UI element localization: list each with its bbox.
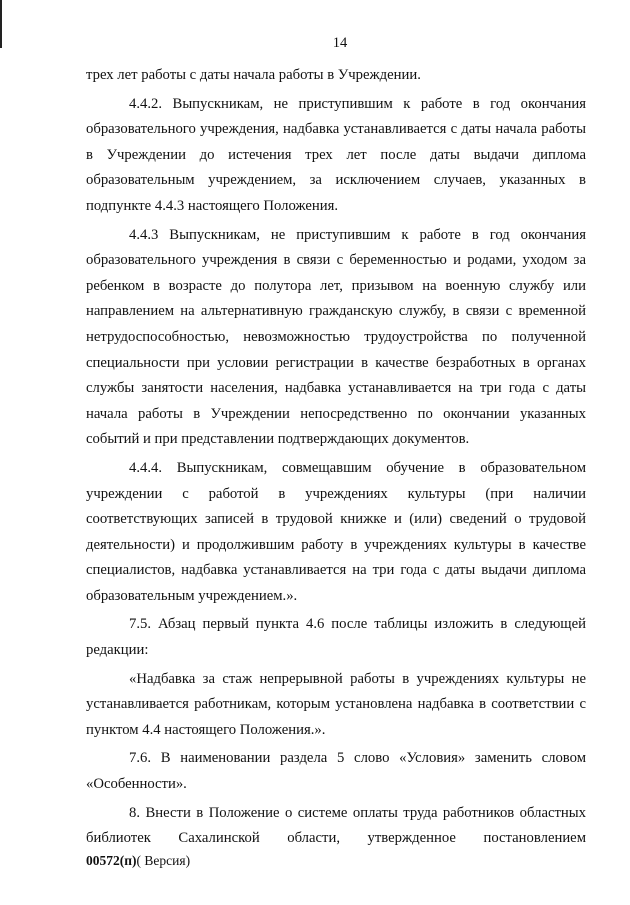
paragraph-7-6: 7.6. В наименовании раздела 5 слово «Условия» заменить словом «Особенности». [86,750,586,793]
paragraph-4-4-4: 4.4.4. Выпускникам, совмещавшим обучение в образовательном учреждении с работой в учреждениях культуры (при наличии соответствующих записей в трудовой книжке и (или) сведений о трудовой деятельности) и продолжившим работу в учреждениях культуры в качестве специалистов, надбавка устанавливается на три года с даты выдачи диплома образовательным учреждением.». [86,459,586,604]
document-code: 00572(п) [86,853,137,868]
document-body [86,63,586,852]
page-number: 14 [332,35,348,51]
paragraph-4-4-2: 4.4.2. Выпускникам, не приступившим к работе в год окончания образовательного учреждения, надбавка устанавливается с даты начала работы в Учреждении до истечения трех лет после даты выдачи диплома образовательным учреждением, за исключением случаев, указанных в подпункте 4.4.3 настоящего Положения. [86,95,586,214]
paragraph-4-4-3: 4.4.3 Выпускникам, не приступившим к работе в год окончания образовательного учреждения в связи с беременностью и родами, уходом за ребенком в возрасте до полутора лет, призывом на военную службу или направлением на альтернативную гражданскую службу, в связи с временной нетрудоспособностью, невозможностью трудоустройства по полученной специальности при условии регистрации в качестве безработных в органах службы занятости населения, надбавка устанавливается на три года с даты начала работы в Учреждении непосредственно по окончании указанных событий и при представлении подтверждающих документов. [86,226,586,448]
version-label: ( Версия) [136,853,191,868]
paragraph-8: 8. Внести в Положение о системе оплаты труда работников областных библиотек Сахалинской области, утвержденное постановлением [86,804,586,847]
paragraph-continuation: трех лет работы с даты начала работы в Учреждении. [86,67,421,83]
document-version-footer [86,852,190,870]
paragraph-quote-4-6: «Надбавка за стаж непрерывной работы в учреждениях культуры не устанавливается работникам, которым установлена надбавка в соответствии с пунктом 4.4 настоящего Положения.». [86,670,586,738]
paragraph-7-5: 7.5. Абзац первый пункта 4.6 после таблицы изложить в следующей редакции: [86,616,586,659]
